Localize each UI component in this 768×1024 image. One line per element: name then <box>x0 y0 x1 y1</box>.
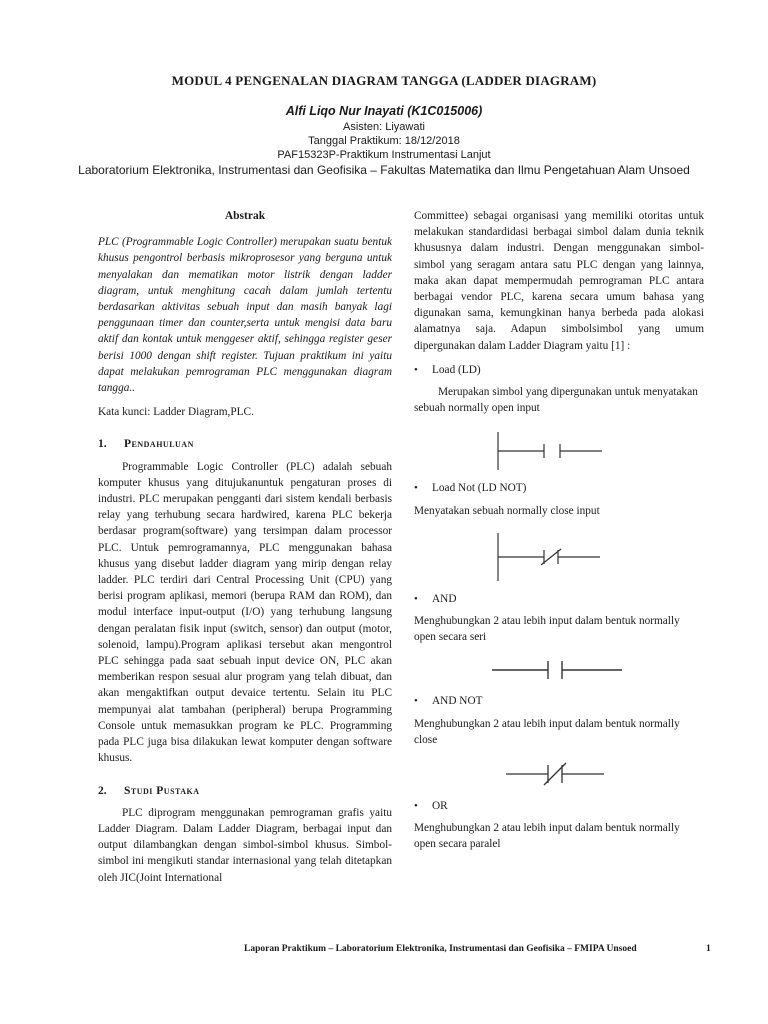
symbol-label: AND <box>432 592 457 605</box>
symbol-label: OR <box>432 800 448 813</box>
list-item <box>414 693 704 709</box>
left-column <box>98 208 392 886</box>
page-footer: Laporan Praktikum – Laboratorium Elektronika, Instrumentasi dan Geofisika – FMIPA Unsoed <box>244 944 637 954</box>
symbol-label: Load Not (LD NOT) <box>432 482 527 495</box>
abstract-heading: Abstrak <box>224 210 266 222</box>
series-closed-contact-icon <box>414 756 704 792</box>
page-number: 1 <box>706 944 711 954</box>
list-item <box>414 480 704 496</box>
section-2-body: PLC diprogram menggunakan pemrograman grafis yaitu Ladder Diagram. Dalam Ladder Diagram, berbagai input dan output dilambangkan dengan simbol-simbol khusus. Simbol-simbol ini mengikuti standar internasional yang telah ditetapkan oleh JIC(Joint International <box>98 806 392 884</box>
section-heading-1 <box>98 436 392 452</box>
bullet-icon: • <box>414 695 418 708</box>
section-title: Studi Pustaka <box>124 784 200 797</box>
section-2-continuation: Committee) sebagai organisasi yang memiliki otoritas untuk melakukan standardidasi berbagai simbol dalam dunia teknik khususnya dalam industri. Dengan menggunakan simbol-simbol yang seragam antara satu PLC dengan yang lainnya, maka akan dapat mempermudah pemrograman PLC antara berbagai vendor PLC, karena secara umum bahasa yang digunakan sama, kemungkinan hanya berbeda pada alokasi alamatnya saja. Adapun simbolsimbol yang umum dipergunakan dalam Ladder Diagram yaitu [1] : <box>414 210 704 352</box>
keywords: Kata kunci: Ladder Diagram,PLC. <box>98 406 254 419</box>
list-item <box>414 362 704 378</box>
section-title: Pendahuluan <box>124 438 194 451</box>
abstract-body: PLC (Programmable Logic Controller) merupakan suatu bentuk khusus pengontrol berbasis mikroprosesor yang berguna untuk menyalakan dan mematikan motor listrik dengan ladder diagram, untuk menghitung cacah dalam jumlah tertentu berdasarkan aktivitas sebuah input dan masih banyak lagi penggunaan timer dan counter,serta untuk mengisi data baru aktif dan kontak untuk menggeser aktif, sehingga register geser berisi 1000 dengan shift register. Tujuan praktikum ini yaitu dapat melakukan pemrograman PLC menggunakan diagram tangga.. <box>98 236 392 395</box>
assistant-line: Asisten: Liyawati <box>343 121 425 133</box>
section-1-body: Programmable Logic Controller (PLC) adalah sebuah komputer khusus yang ditujukanuntuk pengaturan proses di industri. PLC merupakan pengganti dari sistem kendali berbasis relay yang terhubung secara hardwired, karena PLC bekerja berdasar program(software) yang tersimpan dalam processor PLC. Untuk pemrogramannya, PLC menggunakan bahasa khusus yang disebut ladder diagram yang mirip dengan relay ladder. PLC terdiri dari Central Processing Unit (CPU) yang berisi program aplikasi, memori (berupa RAM dan ROM), dan modul interface input-output (I/O) yang terhubung langsung dengan peralatan fisik input (switch, sensor) dan output (motor, solenoid, lampu).Program aplikasi tersebut akan mengontrol PLC sehingga pada saat sebuah input device ON, PLC akan memberikan respon sesuai alur program yang telah dibuat, dan akan mengaktifkan output devaice tertentu. Selain itu PLC mempunyai alat tambahan (peripheral) berupa Programming Console untuk memasukkan program ke PLC. Programming pada PLC juga bisa dilakukan lewat komputer dengan software khusus. <box>98 460 392 765</box>
course-line: PAF15323P-Praktikum Instrumentasi Lanjut <box>277 149 491 161</box>
symbol-label: AND NOT <box>432 695 483 708</box>
normally-closed-contact-icon <box>414 527 704 585</box>
symbol-description: Menghubungkan 2 atau lebih input dalam bentuk normally open secara seri <box>414 615 680 644</box>
bullet-icon: • <box>414 800 418 813</box>
series-contact-icon <box>414 653 704 687</box>
bullet-icon: • <box>414 482 418 495</box>
section-number: 1. <box>98 438 107 451</box>
lab-affiliation: Laboratorium Elektronika, Instrumentasi dan Geofisika – Fakultas Matematika dan Ilmu Pengetahuan Alam Unsoed <box>78 163 690 177</box>
author-name: Alfi Liqo Nur Inayati (K1C015006) <box>285 104 483 118</box>
symbol-description: Merupakan simbol yang dipergunakan untuk menyatakan sebuah normally open input <box>414 386 698 415</box>
list-item <box>414 591 704 607</box>
right-column <box>414 208 704 853</box>
symbol-description: Menghubungkan 2 atau lebih input dalam bentuk normally open secara paralel <box>414 822 680 851</box>
date-line: Tanggal Praktikum: 18/12/2018 <box>308 135 460 147</box>
section-number: 2. <box>98 784 107 797</box>
symbol-description: Menghubungkan 2 atau lebih input dalam bentuk normally close <box>414 717 680 746</box>
list-item <box>414 798 704 814</box>
bullet-icon: • <box>414 363 418 376</box>
section-heading-2 <box>98 783 392 799</box>
symbol-description: Menyatakan sebuah normally close input <box>414 504 600 517</box>
normally-open-contact-icon <box>414 424 704 474</box>
page-title: MODUL 4 PENGENALAN DIAGRAM TANGGA (LADDER DIAGRAM) <box>171 73 597 88</box>
symbol-label: Load (LD) <box>432 363 481 376</box>
bullet-icon: • <box>414 592 418 605</box>
